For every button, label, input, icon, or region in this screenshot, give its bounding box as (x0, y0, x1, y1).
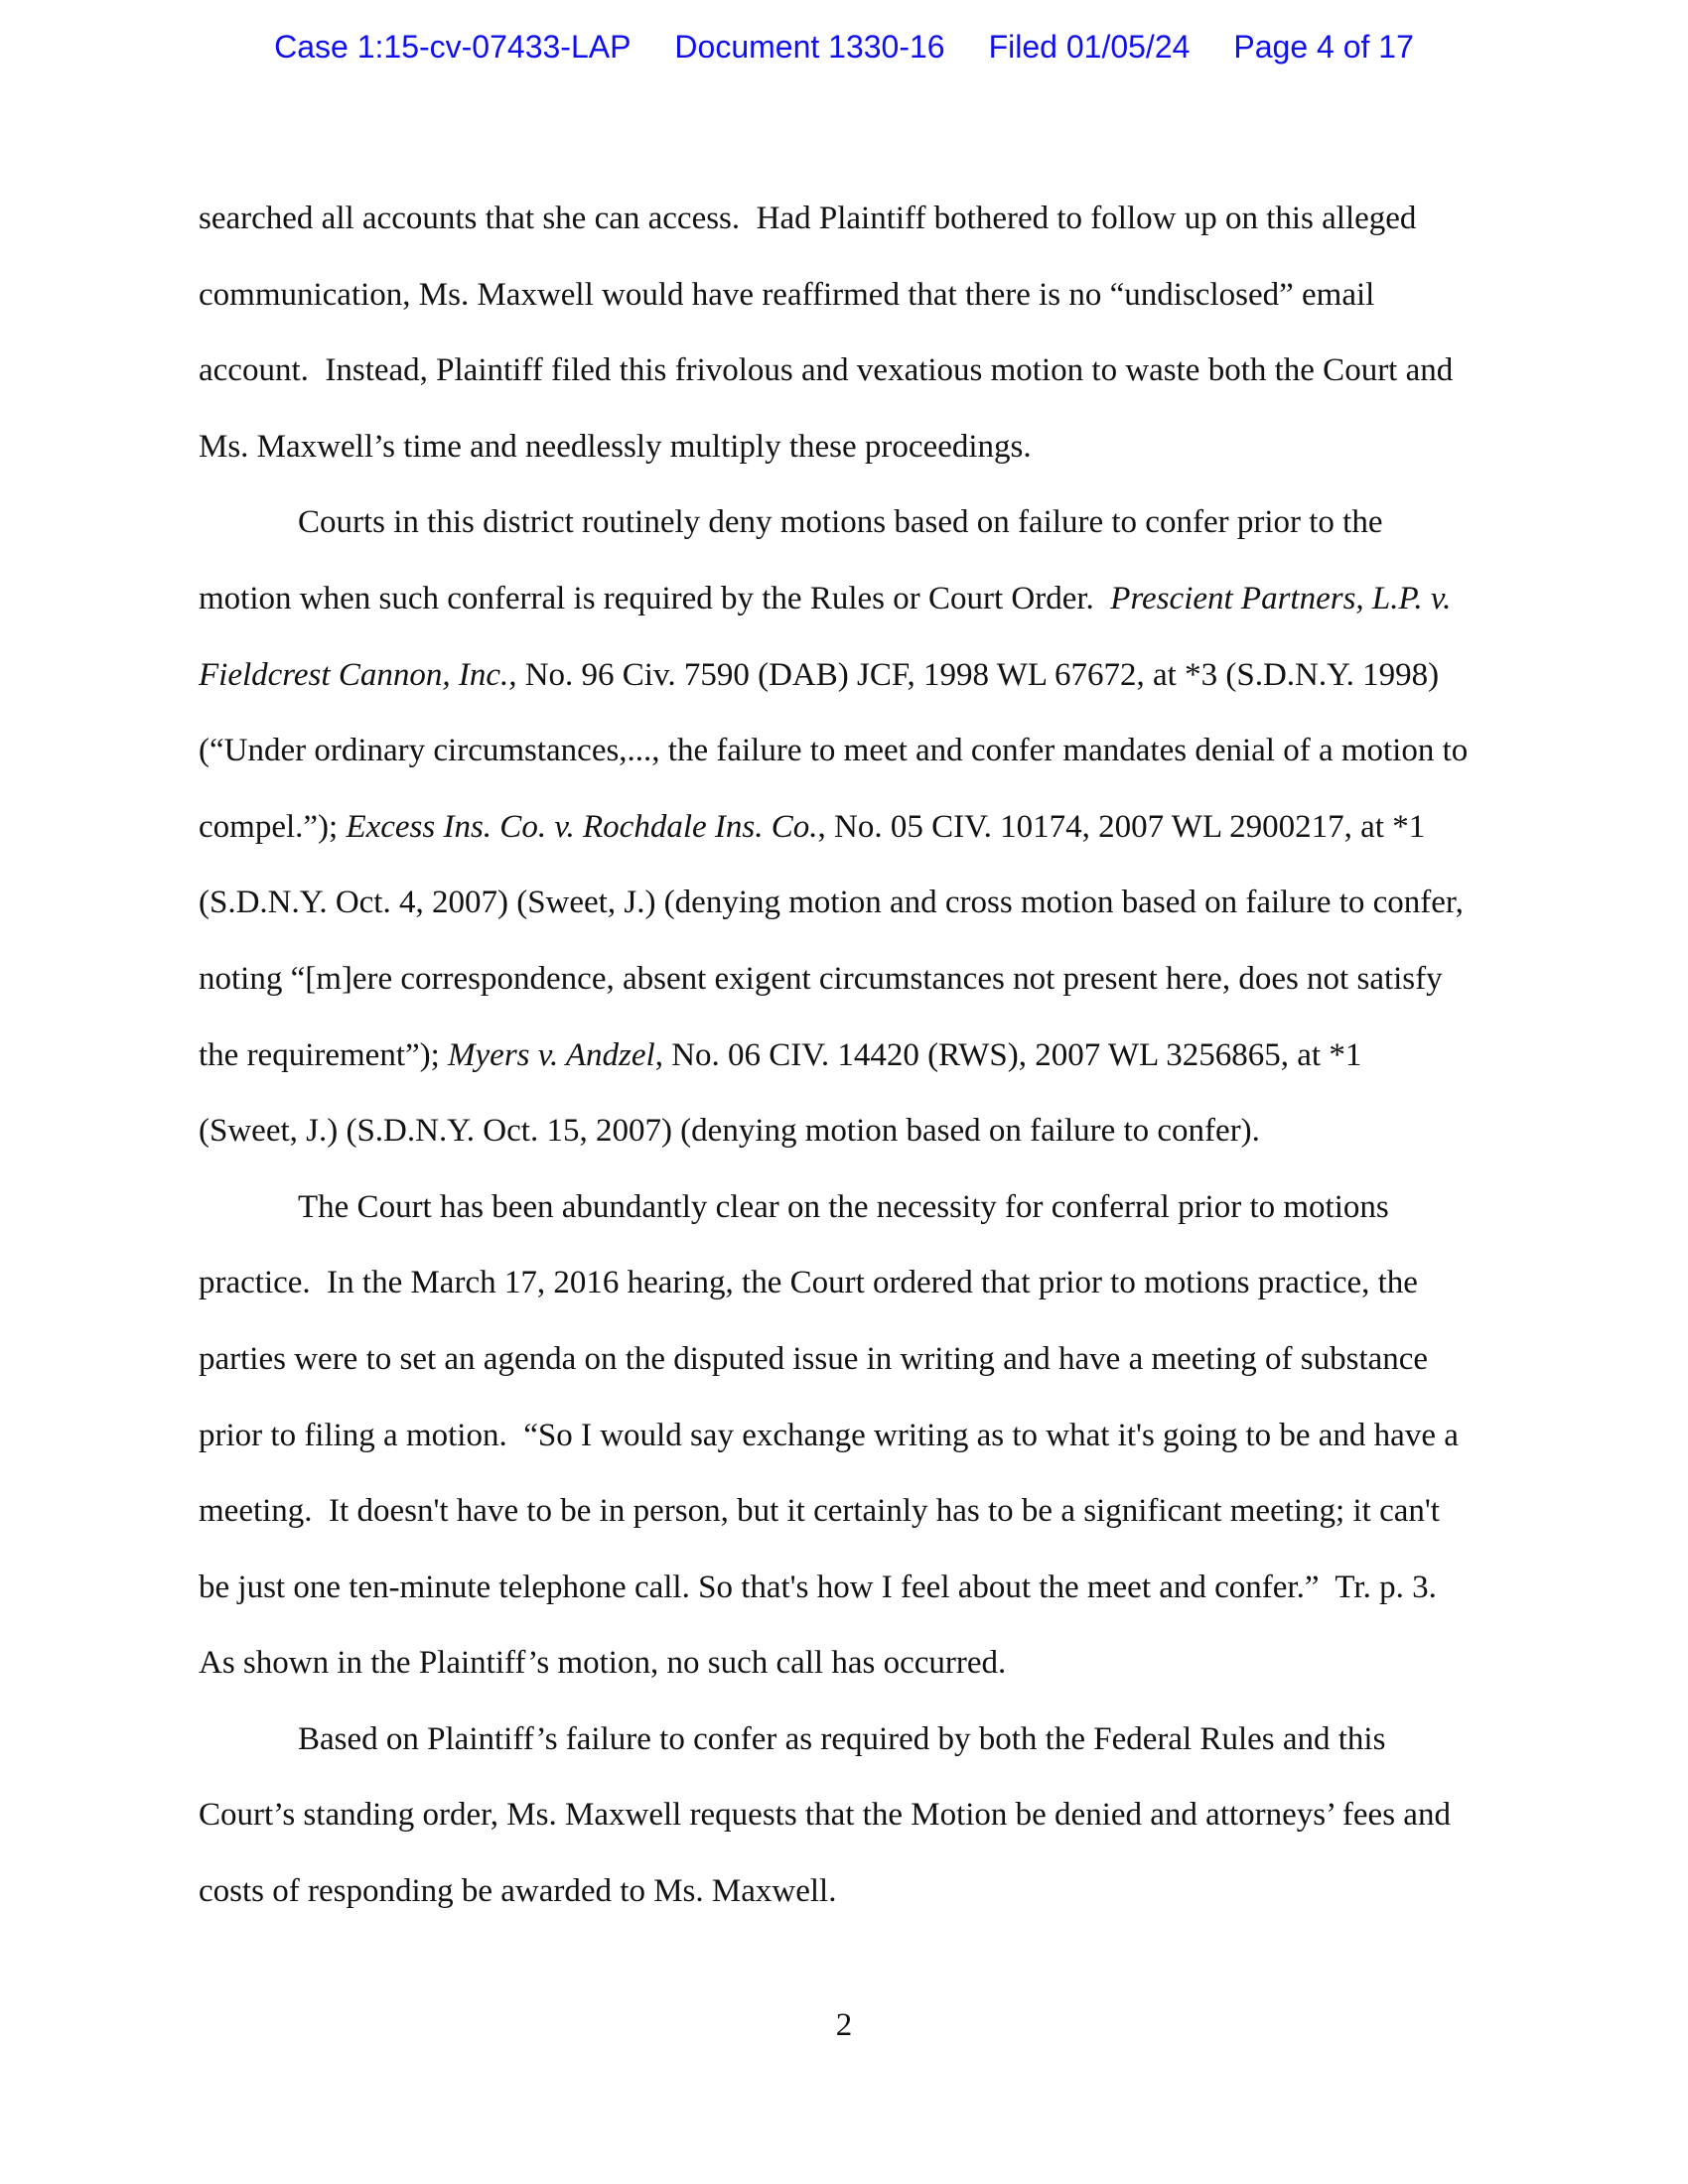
text-segment: The Court has been abundantly clear on the necessity for conferral prior to motions (298, 1188, 1389, 1225)
text-segment: communication, Ms. Maxwell would have reaffirmed that there is no “undisclosed” email (199, 276, 1375, 313)
text-segment: account. Instead, Plaintiff filed this frivolous and vexatious motion to waste both the Court and (199, 352, 1454, 389)
text-segment: be just one ten-minute telephone call. So that's how I feel about the meet and confer.” Tr. p. 3. (199, 1569, 1437, 1605)
text-line (199, 484, 1495, 561)
text-line (199, 1169, 1495, 1246)
text-segment: motion when such conferral is required by the Rules or Court Order. (199, 580, 1111, 616)
paragraph (199, 1702, 1495, 1930)
text-line (199, 409, 1495, 485)
text-line (199, 865, 1495, 941)
text-line (199, 561, 1495, 637)
text-line (199, 789, 1495, 866)
text-line (199, 1473, 1495, 1550)
text-line (199, 941, 1495, 1018)
case-number: Case 1:15-cv-07433-LAP (274, 29, 632, 65)
text-line (199, 333, 1495, 409)
text-line (199, 1321, 1495, 1398)
text-segment: prior to filing a motion. “So I would say exchange writing as to what it's going to be and have a (199, 1417, 1459, 1453)
text-segment: noting “[m]ere correspondence, absent exigent circumstances not present here, does not satisfy (199, 960, 1443, 997)
text-line (199, 1702, 1495, 1778)
text-segment: parties were to set an agenda on the disputed issue in writing and have a meeting of substance (199, 1340, 1429, 1377)
text-segment: As shown in the Plaintiff’s motion, no such call has occurred. (199, 1645, 1007, 1682)
case-stamp-header (0, 29, 1688, 66)
case-citation: Prescient Partners, L.P. v. (1110, 580, 1452, 616)
filed-date: Filed 01/05/24 (988, 29, 1191, 65)
text-segment: meeting. It doesn't have to be in person, but it certainly has to be a significant meeting; it can't (199, 1493, 1440, 1530)
text-segment: Courts in this district routinely deny motions based on failure to confer prior to the (298, 504, 1383, 541)
text-line (199, 1550, 1495, 1626)
text-segment: No. 96 Civ. 7590 (DAB) JCF, 1998 WL 67672, at *3 (S.D.N.Y. 1998) (516, 656, 1440, 693)
text-segment: Based on Plaintiff’s failure to confer as required by both the Federal Rules and this (298, 1720, 1386, 1757)
text-line (199, 1853, 1495, 1930)
text-line (199, 1777, 1495, 1853)
text-segment: Ms. Maxwell’s time and needlessly multiply these proceedings. (199, 428, 1032, 465)
page-number: 2 (835, 2007, 853, 2043)
document-number: Document 1330-16 (674, 29, 945, 65)
text-segment: costs of responding be awarded to Ms. Maxwell. (199, 1873, 837, 1910)
text-line (199, 181, 1495, 257)
document-body (199, 181, 1495, 1930)
text-line (199, 1398, 1495, 1474)
text-segment: , No. 06 CIV. 14420 (RWS), 2007 WL 3256865, at *1 (654, 1036, 1362, 1073)
case-citation: Fieldcrest Cannon, Inc., (199, 656, 517, 693)
page-of-count: Page 4 of 17 (1233, 29, 1414, 65)
text-line (199, 713, 1495, 789)
paragraph (199, 1169, 1495, 1702)
text-line (199, 257, 1495, 334)
text-segment: (Sweet, J.) (S.D.N.Y. Oct. 15, 2007) (denying motion based on failure to confer). (199, 1113, 1260, 1150)
text-segment: the requirement”); (199, 1036, 449, 1073)
text-line (199, 1625, 1495, 1702)
text-segment: (S.D.N.Y. Oct. 4, 2007) (Sweet, J.) (denying motion and cross motion based on failure to confer, (199, 885, 1464, 921)
text-segment: , No. 05 CIV. 10174, 2007 WL 2900217, at *1 (817, 808, 1426, 845)
text-line (199, 637, 1495, 714)
text-line (199, 1018, 1495, 1094)
text-line (199, 1245, 1495, 1321)
text-segment: searched all accounts that she can access. Had Plaintiff bothered to follow up on this alleged (199, 201, 1417, 236)
paragraph (199, 181, 1495, 484)
case-citation: Myers v. Andzel (448, 1036, 655, 1073)
text-segment: Court’s standing order, Ms. Maxwell requests that the Motion be denied and attorneys’ fees and (199, 1797, 1451, 1834)
text-line (199, 1093, 1495, 1169)
text-segment: (“Under ordinary circumstances,..., the failure to meet and confer mandates denial of a motion to (199, 733, 1469, 769)
paragraph (199, 484, 1495, 1168)
case-citation: Excess Ins. Co. v. Rochdale Ins. Co. (346, 808, 818, 845)
text-segment: compel.”); (199, 808, 347, 845)
text-segment: practice. In the March 17, 2016 hearing, the Court ordered that prior to motions practice, the (199, 1265, 1418, 1301)
